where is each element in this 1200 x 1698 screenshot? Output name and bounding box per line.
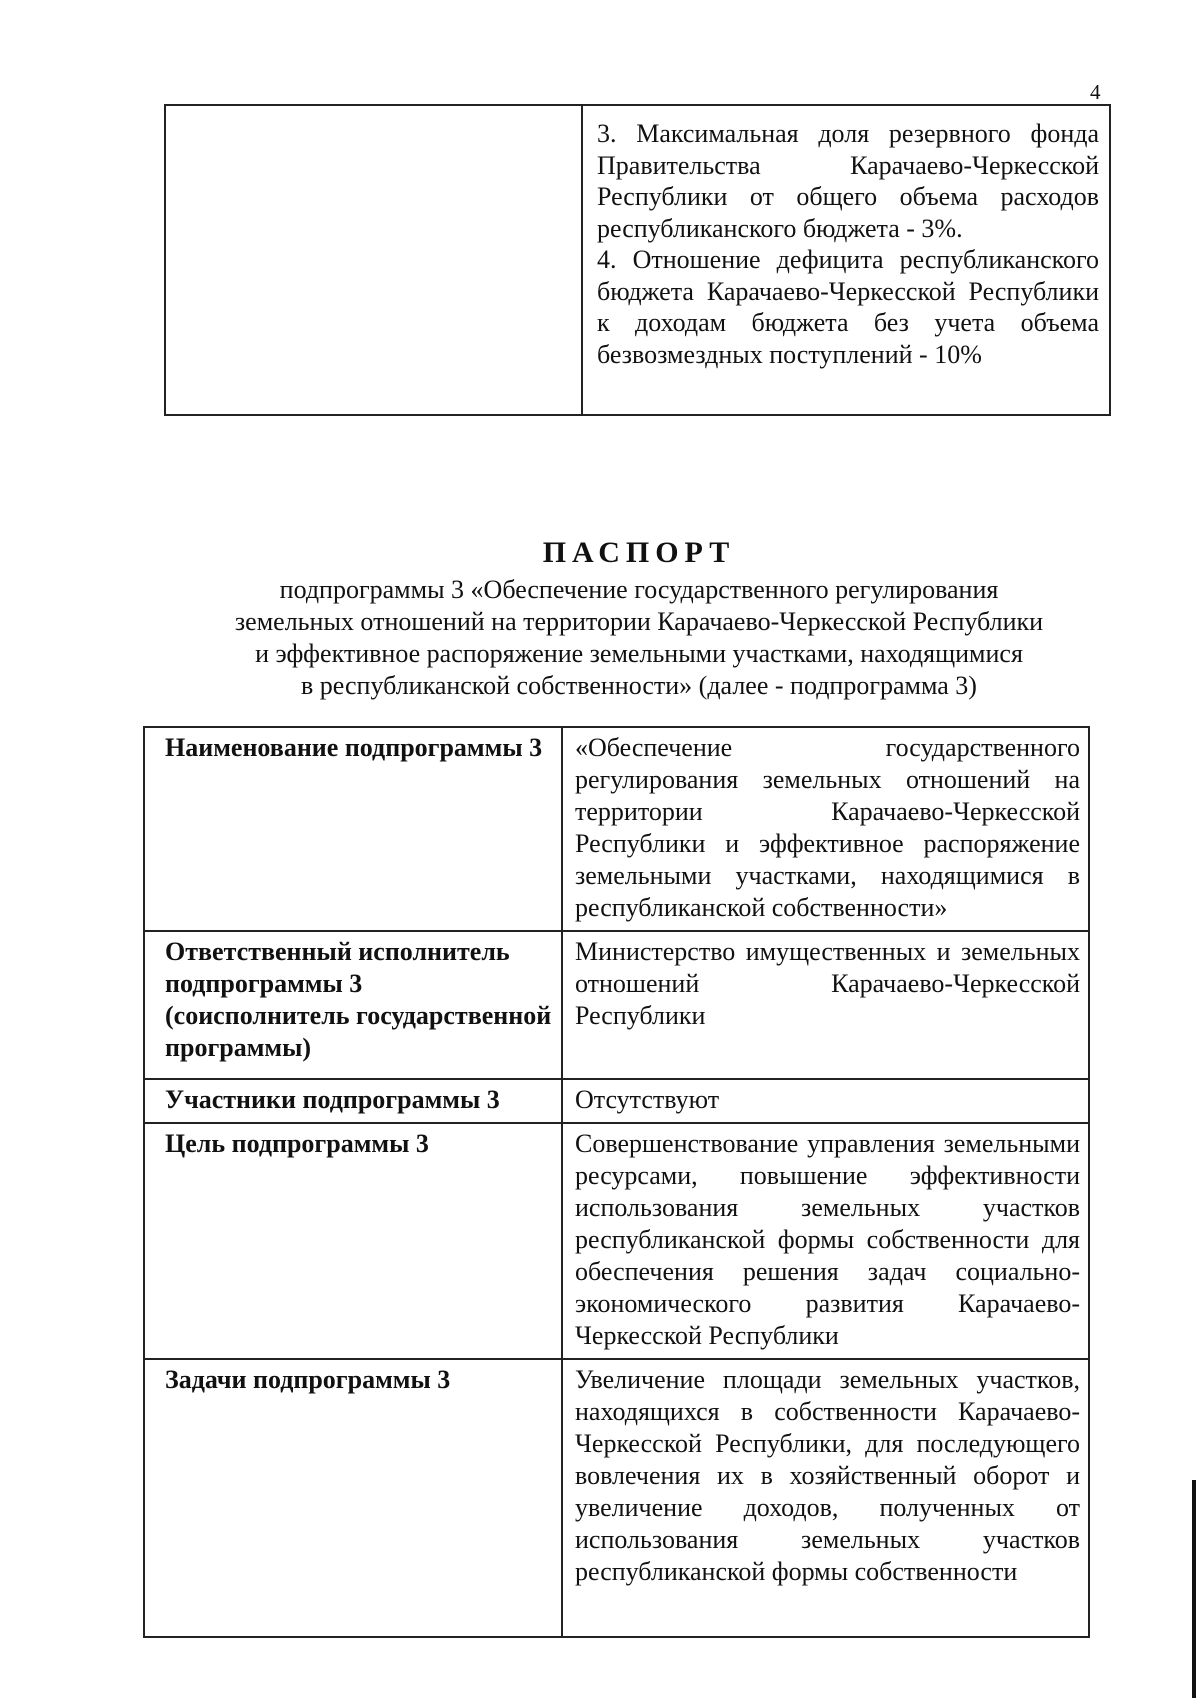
- passport-subtitle: [164, 574, 1114, 702]
- indicator-item: 3. Максимальная доля резервного фонда Правительства Карачаево-Черкесской Республики от общего объема расходов республиканского бюджета - 3%.: [597, 119, 1099, 243]
- passport-table: [143, 726, 1090, 1638]
- subtitle-line: в республиканской собственности» (далее - подпрограмма 3): [301, 671, 977, 700]
- table-row: [144, 1079, 1089, 1123]
- row-value: Отсутствуют: [562, 1079, 1089, 1123]
- row-label: Задачи подпрограммы 3: [144, 1359, 562, 1637]
- row-value: «Обеспечение государственного регулирования земельных отношений на территории Карачаево-Черкесской Республики и эффективное распоряжение земельными участками, находящимися в республиканской собственности»: [562, 727, 1089, 931]
- continuation-empty-cell: [166, 106, 583, 414]
- table-row: [144, 1123, 1089, 1359]
- table-row: [144, 1359, 1089, 1637]
- subtitle-line: подпрограммы 3 «Обеспечение государственного регулирования: [279, 575, 999, 604]
- passport-title: ПАСПОРТ: [542, 536, 736, 569]
- page-number: 4: [1090, 80, 1101, 104]
- row-label: Участники подпрограммы 3: [144, 1079, 562, 1123]
- scan-edge-mark: [1192, 1480, 1196, 1698]
- row-label: Цель подпрограммы 3: [144, 1123, 562, 1359]
- passport-heading: [164, 536, 1114, 702]
- table-row: [144, 931, 1089, 1079]
- row-label: Ответственный исполнитель подпрограммы 3 (соисполнитель государственной программы): [144, 931, 562, 1079]
- row-value: Совершенствование управления земельными ресурсами, повышение эффективности использования земельных участков республиканской формы собственности для обеспечения решения задач социально-экономического развития Карачаево-Черкесской Республики: [562, 1123, 1089, 1359]
- indicator-item: 4. Отношение дефицита республиканского бюджета Карачаево-Черкесской Республики к доходам бюджета без учета объема безвозмездных поступлений - 10%: [597, 245, 1099, 369]
- continuation-text-cell: [583, 106, 1109, 414]
- subtitle-line: и эффективное распоряжение земельными участками, находящимися: [255, 639, 1023, 668]
- row-value: Увеличение площади земельных участков, находящихся в собственности Карачаево-Черкесской Республики, для последующего вовлечения их в хозяйственный оборот и увеличение доходов, полученных от использования земельных участков республиканской формы собственности: [562, 1359, 1089, 1637]
- table-row: [144, 727, 1089, 931]
- continuation-table: [164, 104, 1111, 416]
- subtitle-line: земельных отношений на территории Карачаево-Черкесской Республики: [234, 607, 1044, 636]
- row-label: Наименование подпрограммы 3: [144, 727, 562, 931]
- row-value: Министерство имущественных и земельных отношений Карачаево-Черкесской Республики: [562, 931, 1089, 1079]
